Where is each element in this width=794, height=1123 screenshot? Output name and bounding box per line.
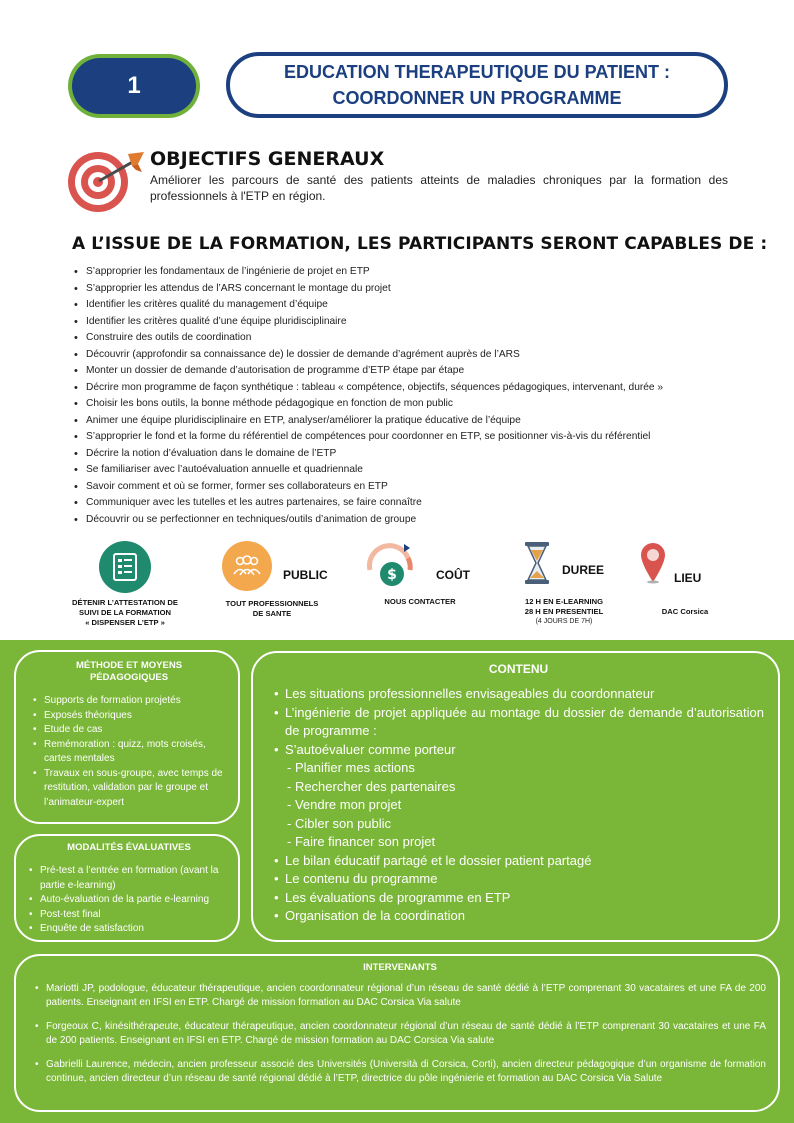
cout-heading: COÛT — [436, 568, 470, 582]
list-item: • Les situations professionnelles envisageables du coordonnateur — [273, 685, 764, 704]
objectives-list — [72, 264, 752, 528]
list-item: • Identifier les critères qualité du management d’équipe — [72, 297, 752, 314]
list-item: • Animer une équipe pluridisciplinaire en ETP, analyser/améliorer la pratique éducative de l’équipe — [72, 413, 752, 430]
attestation-info: DÉTENIR L’ATTESTATION DE SUIVI DE LA FORMATION « DISPENSER L’ETP » — [72, 598, 178, 627]
section-number: 1 — [72, 58, 196, 114]
document-icon — [99, 541, 151, 593]
intervenants-panel — [14, 954, 780, 1112]
contenu-subitem: - Vendre mon projet — [287, 797, 402, 812]
contenu-subitem: - Planifier mes actions — [287, 760, 415, 775]
lieu-info: DAC Corsica — [661, 607, 709, 616]
list-item: • Remémoration : quizz, mots croisés, cartes mentales — [32, 738, 226, 767]
methode-panel — [14, 650, 240, 824]
list-item: • Organisation de la coordination — [273, 907, 764, 926]
list-item: • Communiquer avec les tutelles et les autres partenaires, se faire connaître — [72, 495, 752, 512]
contenu-subitem: - Rechercher des partenaires — [287, 778, 456, 794]
target-icon — [66, 146, 146, 214]
methode-title: MÉTHODE ET MOYENS PÉDAGOGIQUES — [75, 660, 183, 683]
list-item: • Découvrir ou se perfectionner en techniques/outils d’animation de groupe — [72, 512, 752, 529]
public-heading: PUBLIC — [283, 568, 328, 582]
cout-info: NOUS CONTACTER — [384, 597, 456, 606]
list-item: • Forgeoux C, kinésithérapeute, éducateur thérapeutique, ancien coordonnateur régional d’un réseau de santé dédié à l’ETP comprenant 30 vacataires et une FA de 200 patients. Enseignant en IFSI en ETP. Chargé de mission formation au DAC Corsica Via salute — [34, 1020, 766, 1048]
svg-text:$: $ — [387, 567, 397, 583]
list-item: • Enquête de satisfaction — [28, 922, 230, 937]
page-title-line1: EDUCATION THERAPEUTIQUE DU PATIENT : — [284, 62, 670, 82]
public-info: TOUT PROFESSIONNELS DE SANTE — [225, 599, 319, 618]
lieu-heading: LIEU — [674, 571, 702, 585]
contenu-subitem: - Faire financer son projet — [287, 834, 436, 849]
list-item: • Découvrir (approfondir sa connaissance de) le dossier de demande d’agrément auprès de l’ARS — [72, 347, 752, 364]
list-item: • Auto-évaluation de la partie e-learning — [28, 893, 230, 908]
list-item: • Supports de formation projetés — [32, 694, 226, 709]
contenu-title: CONTENU — [488, 662, 549, 676]
contenu-subitem: - Cibler son public — [287, 815, 392, 831]
duree-heading: DUREE — [562, 563, 605, 577]
contenu-list-2 — [273, 852, 764, 926]
list-item: • Identifier les critères qualité d’une équipe pluridisciplinaire — [72, 314, 752, 331]
list-item: • Monter un dossier de demande d’autorisation de programme d’ETP étape par étape — [72, 363, 752, 380]
list-item: • Post-test final — [28, 908, 230, 923]
location-pin-icon — [640, 542, 666, 584]
contenu-panel — [251, 651, 780, 942]
list-item: • Gabrielli Laurence, médecin, ancien professeur associé des Universités (Università di Corsica, Corti), ancien directeur pédagogique d’un organisme de formation continue, ancien directeur d’un réseau de santé régional dédié à l’ETP, directrice du pôle ingénierie et formation au DAC Corsica Via Salute — [34, 1058, 766, 1086]
list-item: • Mariotti JP, podologue, éducateur thérapeutique, ancien coordonnateur régional d’un réseau de santé dédié à l’ETP comprenant 30 vacataires et une FA de 200 patients. Enseignant en IFSI en ETP. Chargé de mission formation au DAC Corsica Via salute — [34, 982, 766, 1010]
list-item: • Exposés théoriques — [32, 709, 226, 724]
list-item: • Etude de cas — [32, 723, 226, 738]
list-item: • Travaux en sous-groupe, avec temps de restitution, validation par le groupe et l’animateur-expert — [32, 767, 226, 811]
list-item: • S’approprier le fond et la forme du référentiel de compétences pour coordonner en ETP, se positionner vis-à-vis du référentiel — [72, 429, 752, 446]
list-item: • Se familiariser avec l’autoévaluation annuelle et quadriennale — [72, 462, 752, 479]
intervenants-title: INTERVENANTS — [363, 962, 437, 973]
page-title-line2: COORDONNER UN PROGRAMME — [332, 88, 622, 108]
list-item: • Décrire mon programme de façon synthétique : tableau « compétence, objectifs, séquences pédagogiques, intervenant, durée » — [72, 380, 752, 397]
list-item: • Le bilan éducatif partagé et le dossier patient partagé — [273, 852, 764, 871]
duree-info: 12 H EN E-LEARNING 28 H EN PRESENTIEL (4 JOURS DE 7H) — [524, 597, 604, 625]
list-item: • Le contenu du programme — [273, 870, 764, 889]
list-item: • S’approprier les fondamentaux de l’ingénierie de projet en ETP — [72, 264, 752, 281]
list-item: • Construire des outils de coordination — [72, 330, 752, 347]
objectifs-title: OBJECTIFS GENERAUX — [150, 148, 385, 170]
list-item: • S’approprier les attendus de l’ARS concernant le montage du projet — [72, 281, 752, 298]
modalites-title: MODALITÉS ÉVALUATIVES — [67, 842, 191, 853]
modalites-list — [28, 864, 230, 937]
methode-list — [32, 694, 226, 810]
capable-title: A L’ISSUE DE LA FORMATION, LES PARTICIPANTS SERONT CAPABLES DE : — [72, 234, 768, 254]
list-item: • Décrire la notion d’évaluation dans le domaine de l’ETP — [72, 446, 752, 463]
contenu-list — [273, 685, 764, 759]
list-item: • L’ingénierie de projet appliquée au montage du dossier de demande d’autorisation de programme : — [273, 704, 764, 741]
people-icon — [222, 541, 272, 591]
list-item: • Savoir comment et où se former, former ses collaborateurs en ETP — [72, 479, 752, 496]
list-item: • S’autoévaluer comme porteur — [273, 741, 764, 760]
hourglass-icon — [524, 541, 550, 585]
modalites-panel — [14, 834, 240, 942]
list-item: • Choisir les bons outils, la bonne méthode pédagogique en fonction de mon public — [72, 396, 752, 413]
intervenants-list — [34, 982, 766, 1086]
cost-icon — [364, 540, 416, 592]
section-number-badge — [68, 54, 200, 118]
page-title — [226, 52, 728, 118]
objectifs-text: Améliorer les parcours de santé des patients atteints de maladies chroniques par la formation des professionnels à l'ETP en région. — [150, 173, 728, 203]
list-item: • Pré-test a l’entrée en formation (avant la partie e-learning) — [28, 864, 230, 893]
list-item: • Les évaluations de programme en ETP — [273, 889, 764, 908]
